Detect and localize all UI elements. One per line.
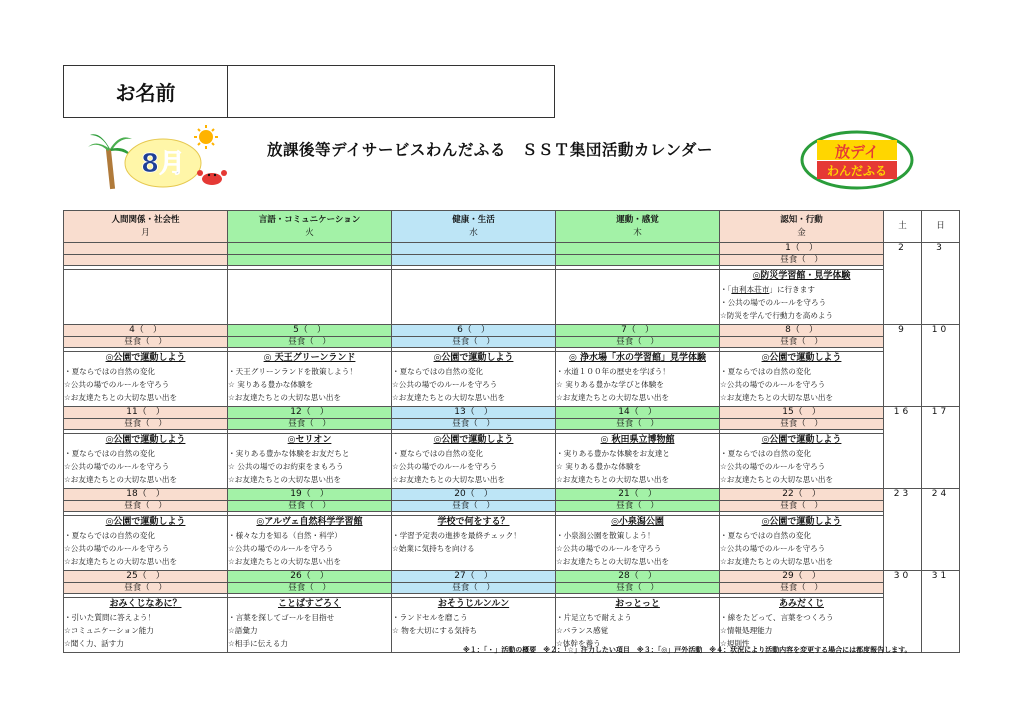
header-category: 健康・生活 xyxy=(452,214,495,225)
activity-line: ☆お友達たちとの大切な思い出を xyxy=(392,393,506,402)
activity-title: ◎公園で運動しよう xyxy=(761,435,842,445)
activity-line: ・公共の場でのルールを守ろう xyxy=(720,298,827,307)
activity-line: ☆お友達たちとの大切な思い出を xyxy=(556,557,670,566)
activity-title: ◎小泉潟公園 xyxy=(611,517,664,527)
month-badge xyxy=(88,125,238,193)
activity-cell xyxy=(228,434,392,489)
date-cell: 20（ ） xyxy=(392,489,556,501)
header-monday xyxy=(64,211,228,243)
activity-line: ☆ 実りある豊かな体験を xyxy=(228,380,314,389)
date-cell: 18（ ） xyxy=(64,489,228,501)
activity-line: ・実りある豊かな体験をお友だちと xyxy=(228,449,350,458)
activity-line: ☆公共の場でのルールを守ろう xyxy=(556,544,662,553)
activity-line: ☆お友達たちとの大切な思い出を xyxy=(64,557,178,566)
activity-line: ・夏ならではの自然の変化 xyxy=(720,449,812,458)
activity-line: ☆ 実りある豊かな学びと体験を xyxy=(556,380,664,389)
date-cell: 12（ ） xyxy=(228,407,392,419)
header-sunday: 日 xyxy=(922,211,960,243)
activity-calendar xyxy=(63,210,960,653)
header-wednesday xyxy=(392,211,556,243)
page-title: 放課後等デイサービスわんだふる ＳＳＴ集団活動カレンダー xyxy=(267,141,713,159)
meal-cell-empty xyxy=(556,255,720,266)
activity-line: ・夏ならではの自然の変化 xyxy=(720,531,812,540)
meal-cell-empty xyxy=(228,255,392,266)
activity-line: ・夏ならではの自然の変化 xyxy=(720,367,812,376)
date-cell-empty xyxy=(392,243,556,255)
date-cell: 29（ ） xyxy=(720,571,884,583)
activity-cell xyxy=(720,352,884,407)
activity-cell xyxy=(392,434,556,489)
header-weekday: 月 xyxy=(141,227,150,238)
activity-line: ☆公共の場でのルールを守ろう xyxy=(720,462,826,471)
activity-line: ☆お友達たちとの大切な思い出を xyxy=(392,475,506,484)
sunday-date: 10 xyxy=(922,325,960,407)
activity-line: ☆お友達たちとの大切な思い出を xyxy=(720,475,834,484)
activity-title: ◎アルヴェ自然科学学習館 xyxy=(256,517,363,527)
saturday-date: 2 xyxy=(884,243,922,325)
date-cell: 11（ ） xyxy=(64,407,228,419)
month-label: 8月 xyxy=(140,149,186,179)
activity-cell xyxy=(64,352,228,407)
activity-line: ☆公共の場でのルールを守ろう xyxy=(720,544,826,553)
meal-cell: 昼食（ ） xyxy=(392,337,556,348)
activity-line: ☆防災を学んで行動力を高めよう xyxy=(720,311,834,320)
meal-cell: 昼食（ ） xyxy=(392,583,556,594)
name-box xyxy=(63,65,555,118)
activity-cell-empty xyxy=(556,270,720,325)
header-category: 人間関係・社会性 xyxy=(111,214,180,225)
header-weekday: 金 xyxy=(797,227,806,238)
logo-text-top: 放デイ xyxy=(835,143,879,161)
sunday-date: 3 xyxy=(922,243,960,325)
date-cell-empty xyxy=(556,243,720,255)
activity-cell xyxy=(228,352,392,407)
activity-line: ☆公共の場でのルールを守ろう xyxy=(64,544,170,553)
activity-line: ・夏ならではの自然の変化 xyxy=(392,367,484,376)
logo-text-bottom: わんだふる xyxy=(826,164,888,178)
date-cell: 21（ ） xyxy=(556,489,720,501)
activity-title: ◎公園で運動しよう xyxy=(761,517,842,527)
activity-line-suffix: 」に行きます xyxy=(769,285,815,294)
date-cell: 7（ ） xyxy=(556,325,720,337)
header-category: 言語・コミュニケーション xyxy=(258,214,361,225)
meal-cell: 昼食（ ） xyxy=(228,337,392,348)
logo xyxy=(800,130,915,190)
header-category: 運動・感覚 xyxy=(616,214,659,225)
activity-cell xyxy=(228,598,392,653)
date-cell: 22（ ） xyxy=(720,489,884,501)
footnote: ※１：「・」活動の概要 ※２：「☆」注力したい項目 ※３：「◎」戸外活動 ※４：状況により活動内容を変更する場合には都度報告します。 xyxy=(463,646,912,654)
header-friday xyxy=(720,211,884,243)
header-weekday: 火 xyxy=(305,227,314,238)
activity-cell xyxy=(64,516,228,571)
activity-line: ☆規則性 xyxy=(720,639,750,648)
meal-cell: 昼食（ ） xyxy=(556,501,720,512)
activity-line: ☆お友達たちとの大切な思い出を xyxy=(228,393,342,402)
activity-title: ことばすごろく xyxy=(277,599,341,609)
activity-line: ☆コミュニケーション能力 xyxy=(64,626,154,635)
date-cell-empty xyxy=(228,243,392,255)
activity-title: ◎ 天王グリーンランド xyxy=(263,353,356,363)
meal-cell: 昼食（ ） xyxy=(228,419,392,430)
activity-line: ☆聞く力、話す力 xyxy=(64,639,124,648)
date-cell: 28（ ） xyxy=(556,571,720,583)
header-saturday: 土 xyxy=(884,211,922,243)
header-tuesday xyxy=(228,211,392,243)
activity-cell xyxy=(64,598,228,653)
activity-line xyxy=(720,283,883,296)
activity-line: ☆お友達たちとの大切な思い出を xyxy=(228,475,342,484)
saturday-date: 30 xyxy=(884,571,922,653)
activity-cell xyxy=(228,516,392,571)
header-weekday: 水 xyxy=(469,227,478,238)
activity-line: ☆お友達たちとの大切な思い出を xyxy=(64,475,178,484)
name-field[interactable] xyxy=(228,66,554,117)
date-cell: 27（ ） xyxy=(392,571,556,583)
activity-line: ・学習予定表の進捗を最終チェック！ xyxy=(392,531,521,540)
meal-cell: 昼食（ ） xyxy=(228,583,392,594)
activity-line: ☆ 公共の場でのお約束をまもろう xyxy=(228,462,344,471)
activity-line: ☆始業に気持ちを向ける xyxy=(392,544,475,553)
meal-cell: 昼食（ ） xyxy=(720,419,884,430)
date-cell: 5（ ） xyxy=(228,325,392,337)
activity-cell-empty xyxy=(64,270,228,325)
name-label: お名前 xyxy=(64,66,228,117)
meal-cell: 昼食（ ） xyxy=(556,337,720,348)
activity-line: ・夏ならではの自然の変化 xyxy=(64,531,156,540)
activity-line: ・引いた質問に答えよう！ xyxy=(64,613,156,622)
activity-cell xyxy=(392,352,556,407)
crab-icon xyxy=(197,170,227,185)
activity-line: ・言葉を探してゴールを目指せ xyxy=(228,613,335,622)
activity-line: ・夏ならではの自然の変化 xyxy=(64,449,156,458)
activity-line: ・水道１００年の歴史を学ぼう！ xyxy=(556,367,670,376)
activity-line: ☆相手に伝える力 xyxy=(228,639,288,648)
activity-title: おみくじなあに？ xyxy=(109,599,182,609)
activity-title: ◎公園で運動しよう xyxy=(433,435,514,445)
activity-title: ◎ 秋田県立博物館 xyxy=(600,435,675,445)
activity-line: ・線をたどって、言葉をつくろう xyxy=(720,613,834,622)
activity-line: ・夏ならではの自然の変化 xyxy=(64,367,156,376)
activity-line: ☆お友達たちとの大切な思い出を xyxy=(64,393,178,402)
meal-cell: 昼食（ ） xyxy=(720,255,884,266)
activity-line: ・小泉潟公園を散策しよう！ xyxy=(556,531,655,540)
activity-line: ☆バランス感覚 xyxy=(556,626,609,635)
activity-cell xyxy=(64,434,228,489)
city-link[interactable]: 由利本荘市 xyxy=(731,285,770,294)
activity-line: ☆お友達たちとの大切な思い出を xyxy=(720,393,834,402)
activity-cell xyxy=(556,434,720,489)
activity-line: ・ランドセルを磨こう xyxy=(392,613,468,622)
activity-line: ☆体幹を養う xyxy=(556,639,601,648)
activity-title: ◎公園で運動しよう xyxy=(433,353,514,363)
header-category: 認知・行動 xyxy=(780,214,823,225)
activity-line-prefix: ・「 xyxy=(720,285,732,294)
meal-cell: 昼食（ ） xyxy=(556,419,720,430)
date-cell: 4（ ） xyxy=(64,325,228,337)
date-cell: 8（ ） xyxy=(720,325,884,337)
activity-line: ☆お友達たちとの大切な思い出を xyxy=(556,475,670,484)
sunday-date: 24 xyxy=(922,489,960,571)
activity-line: ☆公共の場でのルールを守ろう xyxy=(392,380,498,389)
date-cell: 1（ ） xyxy=(720,243,884,255)
sunday-date: 17 xyxy=(922,407,960,489)
activity-line: ☆公共の場でのルールを守ろう xyxy=(228,544,334,553)
activity-title: ◎公園で運動しよう xyxy=(761,353,842,363)
activity-line: ☆情報処理能力 xyxy=(720,626,773,635)
activity-title: おそうじルンルン xyxy=(437,599,510,609)
activity-title: ◎セリオン xyxy=(287,435,332,445)
header-weekday: 木 xyxy=(633,227,642,238)
activity-cell xyxy=(720,434,884,489)
date-cell: 19（ ） xyxy=(228,489,392,501)
meal-cell: 昼食（ ） xyxy=(64,501,228,512)
date-cell: 6（ ） xyxy=(392,325,556,337)
meal-cell: 昼食（ ） xyxy=(228,501,392,512)
activity-line: ☆公共の場でのルールを守ろう xyxy=(720,380,826,389)
meal-cell: 昼食（ ） xyxy=(392,419,556,430)
activity-cell xyxy=(556,516,720,571)
activity-line: ☆公共の場でのルールを守ろう xyxy=(392,462,498,471)
activity-line: ・様々な力を知る（自然・科学） xyxy=(228,531,342,540)
meal-cell: 昼食（ ） xyxy=(64,419,228,430)
activity-cell xyxy=(720,270,884,325)
sun-icon xyxy=(194,125,218,149)
activity-line: ・夏ならではの自然の変化 xyxy=(392,449,484,458)
activity-cell xyxy=(556,352,720,407)
activity-cell-empty xyxy=(228,270,392,325)
meal-cell: 昼食（ ） xyxy=(64,583,228,594)
activity-title: 学校で何をする？ xyxy=(437,517,510,527)
activity-title: ◎防災学習館・見学体験 xyxy=(752,271,851,281)
date-cell-empty xyxy=(64,243,228,255)
meal-cell-empty xyxy=(64,255,228,266)
meal-cell: 昼食（ ） xyxy=(720,501,884,512)
meal-cell-empty xyxy=(392,255,556,266)
date-cell: 26（ ） xyxy=(228,571,392,583)
activity-line: ☆お友達たちとの大切な思い出を xyxy=(556,393,670,402)
activity-line: ☆公共の場でのルールを守ろう xyxy=(64,380,170,389)
activity-cell xyxy=(392,516,556,571)
date-cell: 25（ ） xyxy=(64,571,228,583)
activity-title: ◎公園で運動しよう xyxy=(105,435,186,445)
date-cell: 13（ ） xyxy=(392,407,556,419)
activity-title: あみだくじ xyxy=(778,599,824,609)
sunday-date: 31 xyxy=(922,571,960,653)
activity-line: ☆語彙力 xyxy=(228,626,258,635)
activity-title: ◎公園で運動しよう xyxy=(105,353,186,363)
activity-title: ◎ 浄水場「水の学習館」見学体験 xyxy=(569,353,706,363)
meal-cell: 昼食（ ） xyxy=(64,337,228,348)
saturday-date: 16 xyxy=(884,407,922,489)
activity-line: ・片足立ちで耐えよう xyxy=(556,613,632,622)
saturday-date: 23 xyxy=(884,489,922,571)
activity-line: ☆公共の場でのルールを守ろう xyxy=(64,462,170,471)
activity-cell xyxy=(720,516,884,571)
header-thursday xyxy=(556,211,720,243)
date-cell: 14（ ） xyxy=(556,407,720,419)
meal-cell: 昼食（ ） xyxy=(392,501,556,512)
saturday-date: 9 xyxy=(884,325,922,407)
activity-line: ・実りある豊かな体験をお友達と xyxy=(556,449,670,458)
meal-cell: 昼食（ ） xyxy=(720,583,884,594)
meal-cell: 昼食（ ） xyxy=(720,337,884,348)
activity-line: ☆ 物を大切にする気持ち xyxy=(392,626,478,635)
activity-line: ☆お友達たちとの大切な思い出を xyxy=(228,557,342,566)
activity-title: ◎公園で運動しよう xyxy=(105,517,186,527)
activity-cell-empty xyxy=(392,270,556,325)
activity-line: ・天王グリーンランドを散策しよう！ xyxy=(228,367,357,376)
date-cell: 15（ ） xyxy=(720,407,884,419)
meal-cell: 昼食（ ） xyxy=(556,583,720,594)
activity-line: ☆お友達たちとの大切な思い出を xyxy=(720,557,834,566)
activity-title: おっとっと xyxy=(615,599,660,609)
activity-line: ☆ 実りある豊かな体験を xyxy=(556,462,642,471)
